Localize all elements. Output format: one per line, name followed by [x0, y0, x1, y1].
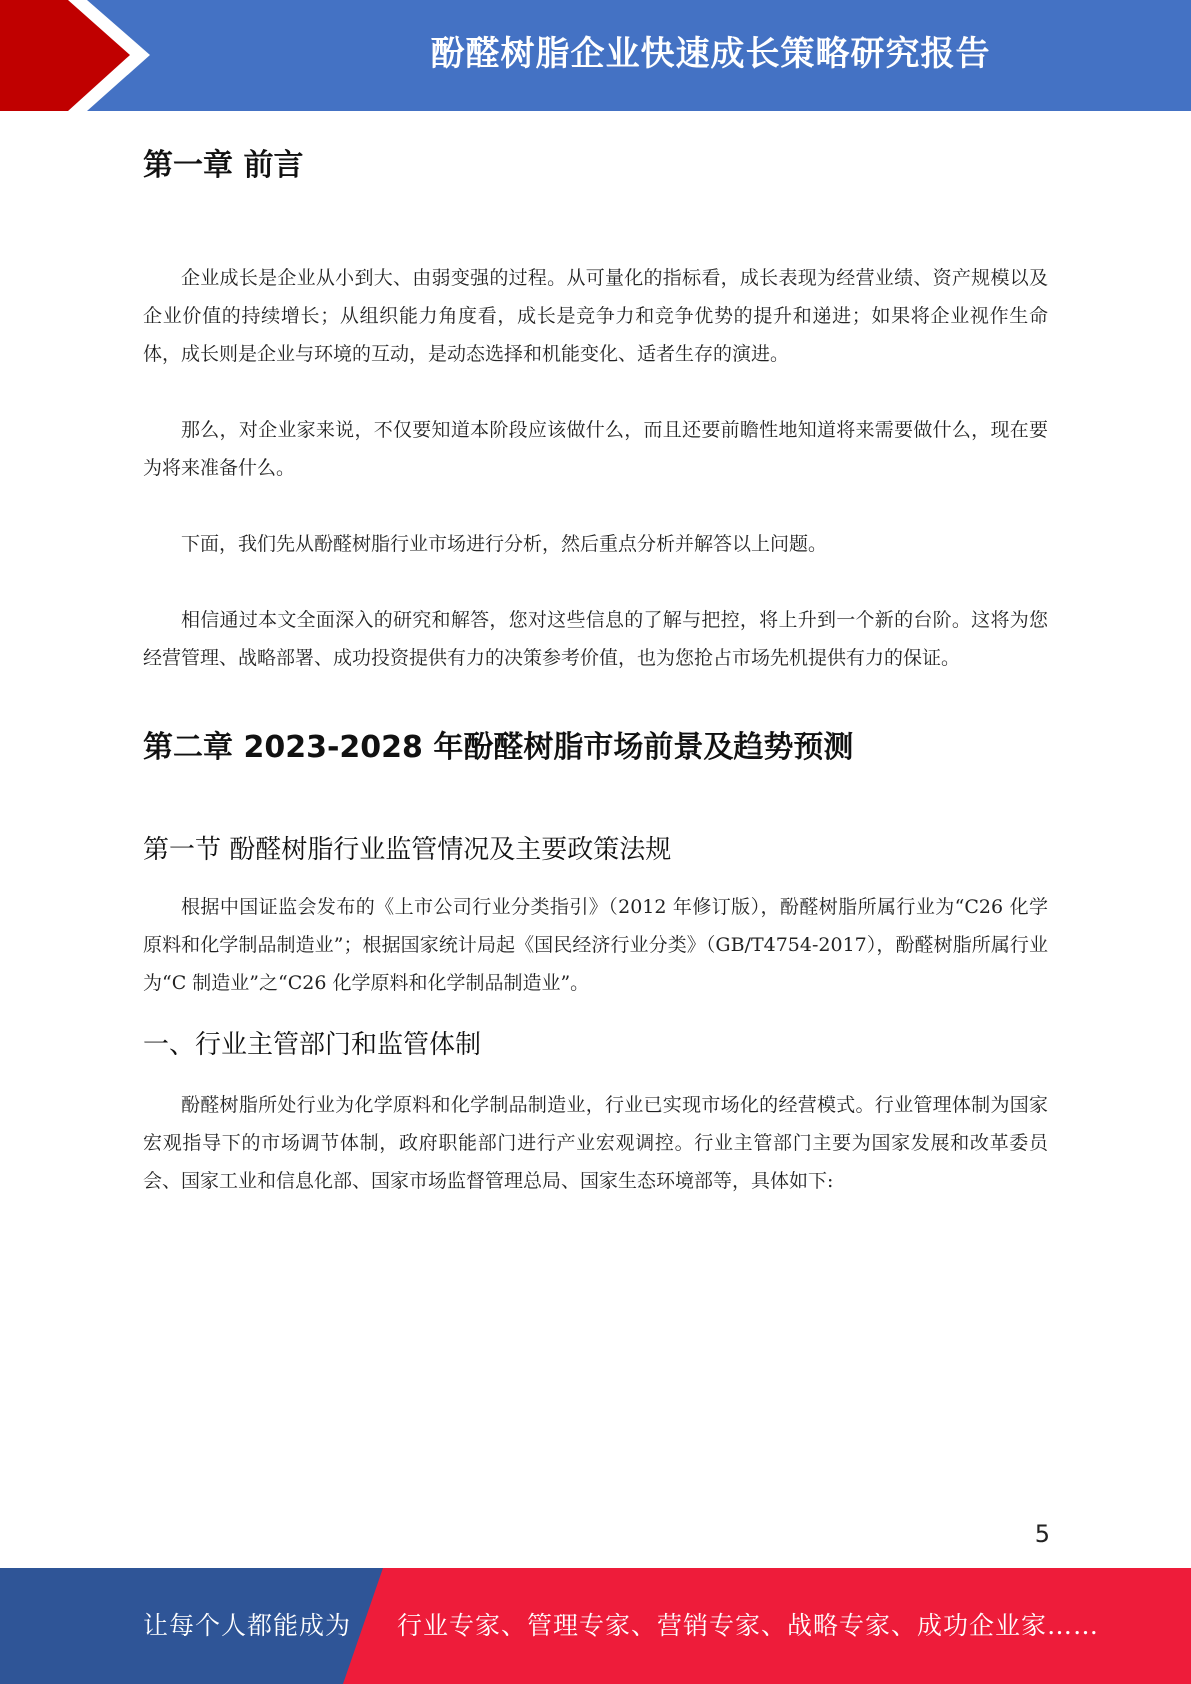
page-content	[143, 130, 1048, 1200]
report-title: 酚醛树脂企业快速成长策略研究报告	[430, 34, 991, 74]
footer-slogan-right: 行业专家、管理专家、营销专家、战略专家、成功企业家……	[397, 1611, 1100, 1640]
chapter-2-title: 第二章 2023-2028 年酚醛树脂市场前景及趋势预测	[143, 730, 854, 765]
page-header	[0, 0, 1191, 111]
chapter-1-paragraph-2: 那么，对企业家来说，不仅要知道本阶段应该做什么，而且还要前瞻性地知道将来需要做什么，现在要为将来准备什么。	[143, 419, 1048, 479]
chapter-1-paragraph-3: 下面，我们先从酚醛树脂行业市场进行分析，然后重点分析并解答以上问题。	[181, 533, 828, 555]
subsection-1-title: 一、行业主管部门和监管体制	[143, 1030, 482, 1060]
page-footer	[0, 1568, 1191, 1684]
page-number: 5	[1034, 1520, 1050, 1548]
chapter-1-title: 第一章 前言	[143, 148, 304, 183]
footer-slogan-left: 让每个人都能成为	[143, 1611, 352, 1640]
section-1-paragraph: 根据中国证监会发布的《上市公司行业分类指引》（2012 年修订版），酚醛树脂所属行业为“C26 化学原料和化学制品制造业”；根据国家统计局起《国民经济行业分类》（GB/T4754-2017），酚醛树脂所属行业为“C 制造业”之“C26 化学原料和化学制品制造业”。	[143, 896, 1048, 994]
section-1-title: 第一节 酚醛树脂行业监管情况及主要政策法规	[143, 835, 672, 865]
chapter-1-paragraph-4: 相信通过本文全面深入的研究和解答，您对这些信息的了解与把控，将上升到一个新的台阶。这将为您经营管理、战略部署、成功投资提供有力的决策参考价值，也为您抢占市场先机提供有力的保证。	[143, 609, 1048, 669]
subsection-1-paragraph: 酚醛树脂所处行业为化学原料和化学制品制造业，行业已实现市场化的经营模式。行业管理体制为国家宏观指导下的市场调节体制，政府职能部门进行产业宏观调控。行业主管部门主要为国家发展和改革委员会、国家工业和信息化部、国家市场监督管理总局、国家生态环境部等，具体如下:	[143, 1094, 1048, 1192]
chapter-1-paragraph-1: 企业成长是企业从小到大、由弱变强的过程。从可量化的指标看，成长表现为经营业绩、资产规模以及企业价值的持续增长；从组织能力角度看，成长是竞争力和竞争优势的提升和递进；如果将企业视作生命体，成长则是企业与环境的互动，是动态选择和机能变化、适者生存的演进。	[143, 267, 1048, 365]
